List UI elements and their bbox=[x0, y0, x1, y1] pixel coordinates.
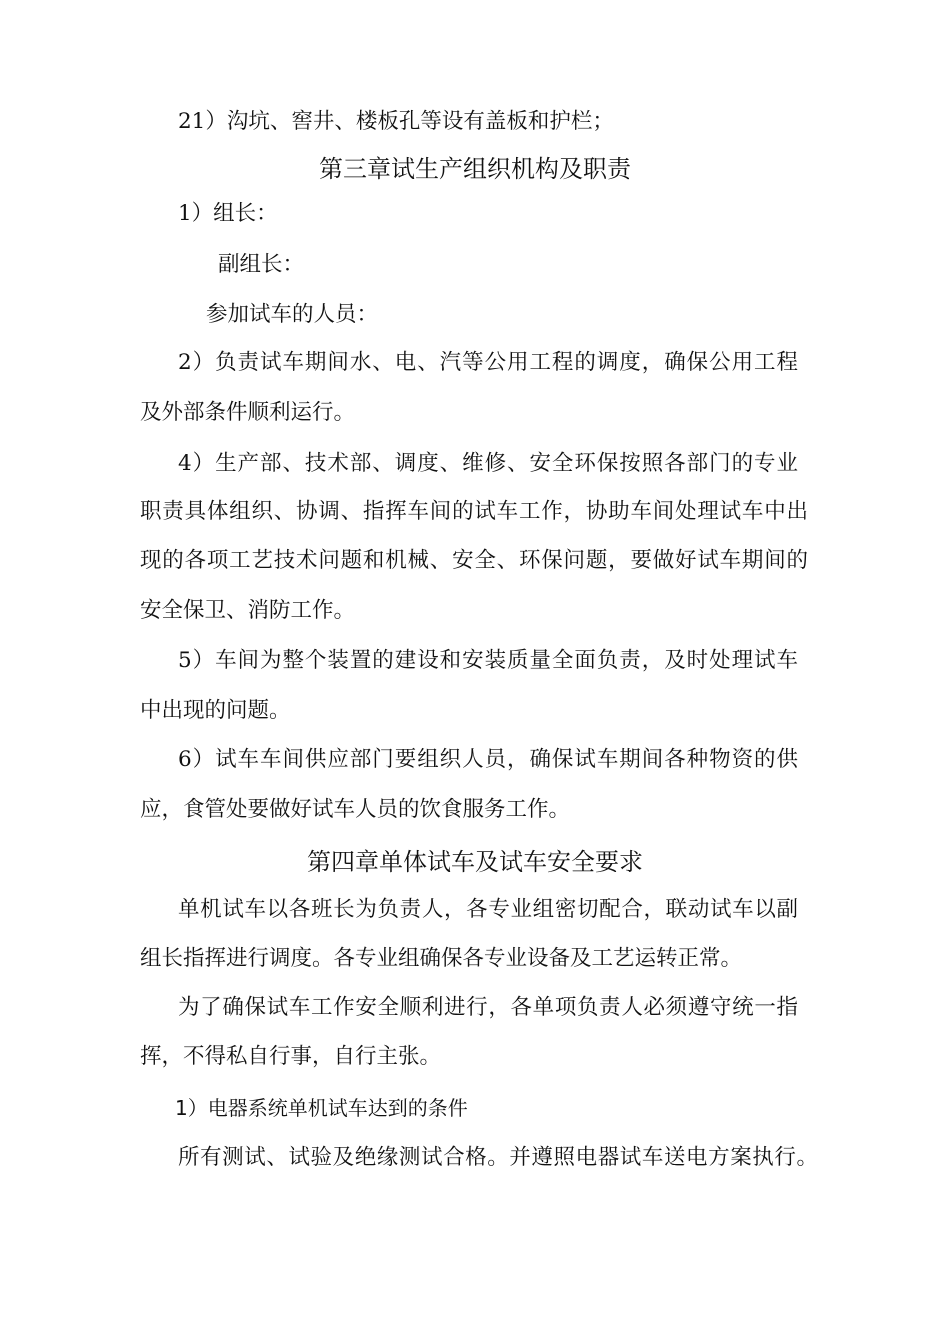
section-1-title: 1）电器系统单机试车达到的条件 bbox=[175, 1096, 468, 1120]
paragraph-line: 挥，不得私自行事，自行主张。 bbox=[140, 1044, 442, 1069]
paragraph-line: 职责具体组织、协调、指挥车间的试车工作，协助车间处理试车中出 bbox=[140, 499, 808, 524]
list-item-2: 2）负责试车期间水、电、汽等公用工程的调度，确保公用工程 bbox=[178, 350, 798, 375]
list-item-6: 6）试车车间供应部门要组织人员，确保试车期间各种物资的供 bbox=[178, 747, 798, 772]
list-item-5: 5）车间为整个装置的建设和安装质量全面负责，及时处理试车 bbox=[178, 648, 798, 673]
paragraph-line: 组长指挥进行调度。各专业组确保各专业设备及工艺运转正常。 bbox=[140, 946, 743, 971]
paragraph-line: 安全保卫、消防工作。 bbox=[140, 598, 356, 623]
list-item-1: 1）组长： bbox=[178, 201, 278, 226]
chapter-3-title: 第三章试生产组织机构及职责 bbox=[319, 155, 631, 183]
list-item-4: 4）生产部、技术部、调度、维修、安全环保按照各部门的专业 bbox=[178, 451, 798, 476]
paragraph-line: 所有测试、试验及绝缘测试合格。并遵照电器试车送电方案执行。 bbox=[178, 1145, 818, 1170]
paragraph-line: 及外部条件顺利运行。 bbox=[140, 400, 356, 425]
list-item-21: 21）沟坑、窖井、楼板孔等设有盖板和护栏； bbox=[178, 109, 614, 134]
participants-line: 参加试车的人员： bbox=[206, 302, 379, 327]
paragraph-line: 现的各项工艺技术问题和机械、安全、环保问题，要做好试车期间的 bbox=[140, 548, 808, 573]
chapter-4-title: 第四章单体试车及试车安全要求 bbox=[307, 848, 643, 876]
paragraph-line: 单机试车以各班长为负责人，各专业组密切配合，联动试车以副 bbox=[178, 897, 798, 922]
paragraph-line: 为了确保试车工作安全顺利进行，各单项负责人必须遵守统一指 bbox=[178, 995, 798, 1020]
paragraph-line: 应，食管处要做好试车人员的饮食服务工作。 bbox=[140, 797, 571, 822]
deputy-leader-line: 副组长： bbox=[218, 252, 305, 277]
paragraph-line: 中出现的问题。 bbox=[140, 698, 291, 723]
